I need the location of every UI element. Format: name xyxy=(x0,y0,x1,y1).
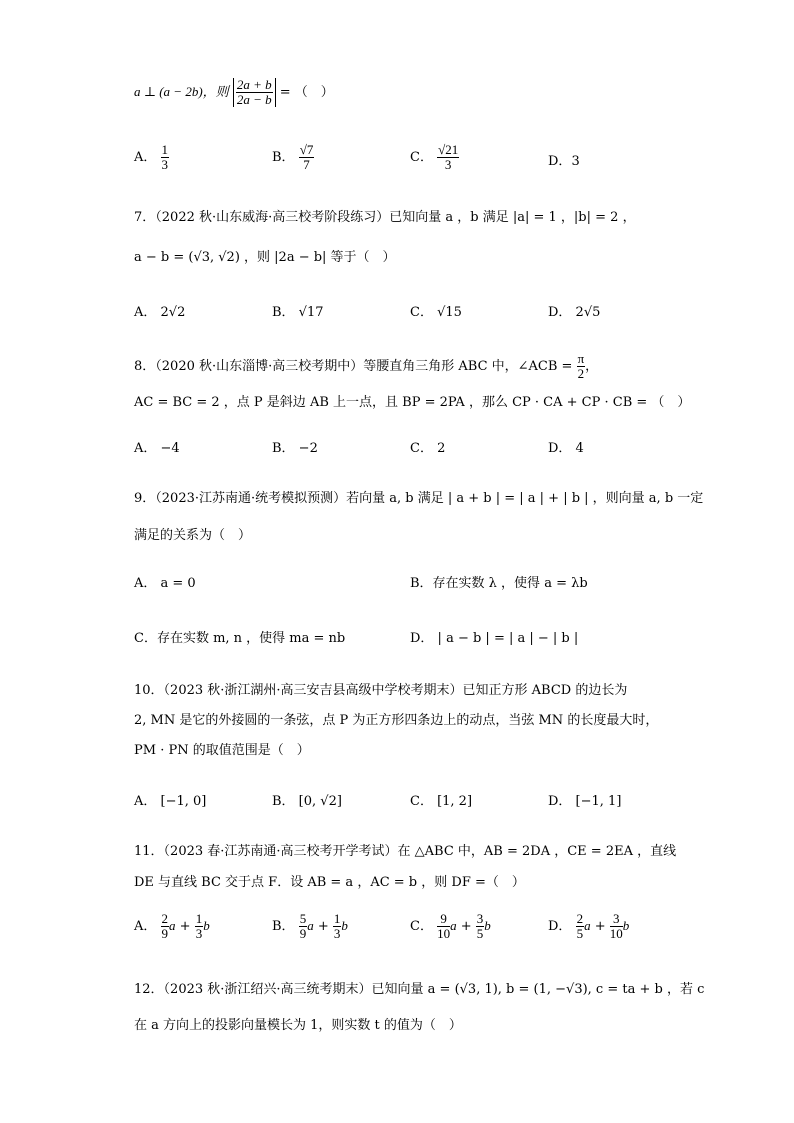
pi-over-2: $\frac{\pi}{2}$ xyxy=(577,351,585,381)
q11-option-a[interactable]: A． $\frac{2}{9}$ a + $\frac{1}{3}$ b xyxy=(134,911,210,941)
q7-option-d[interactable]: D． 2√5 xyxy=(548,305,601,320)
q10-option-d[interactable]: D． [−1, 1] xyxy=(548,794,622,809)
q10-option-c[interactable]: C． [1, 2] xyxy=(410,794,473,809)
q9-line-1: 9．（2023·江苏南通·统考模拟预测）若向量 a, b 满足 | a + b | = | a | + | b | ，则向量 a, b 一定 xyxy=(134,491,704,506)
q8-line-2: AC = BC = 2 ，点 P 是斜边 AB 上一点，且 BP = 2PA ，那么 CP · CA + CP · CB = （ ） xyxy=(134,395,691,410)
q10-option-a[interactable]: A． [−1, 0] xyxy=(134,794,207,809)
q7-line-1: 7．（2022 秋·山东威海·高三校考阶段练习）已知向量 a ，b 满足 |a| = 1 ，|b| = 2 ， xyxy=(134,210,636,225)
q8-option-a[interactable]: A． −4 xyxy=(134,441,180,456)
q10-option-b[interactable]: B． [0, √2] xyxy=(272,794,342,809)
q8-line-1: 8．（2020 秋·山东淄博·高三校考期中）等腰直角三角形 ABC 中，∠ACB = $\frac{\pi}{2}$ ， xyxy=(134,351,599,381)
q11-option-b[interactable]: B． $\frac{5}{9}$ a + $\frac{1}{3}$ b xyxy=(272,911,348,941)
q6-option-c[interactable]: C． $\frac{√21}{3}$ xyxy=(410,142,459,172)
q11-line-1: 11．（2023 春·江苏南通·高三校考开学考试）在 △ABC 中，AB = 2DA ，CE = 2EA ，直线 xyxy=(134,844,677,859)
q7-option-a[interactable]: A． 2√2 xyxy=(134,305,186,320)
q7-option-b[interactable]: B． √17 xyxy=(272,305,324,320)
q11-line-2: DE 与直线 BC 交于点 F．设 AB = a ，AC = b ，则 DF =（ ） xyxy=(134,875,525,890)
q9-line-2: 满足的关系为（ ） xyxy=(134,528,252,543)
q6-stem: a ⊥ (a − 2b)，则 $\frac{2a + b}{2a - b}$ = （ ） xyxy=(134,77,334,107)
q10-line-2: 2, MN 是它的外接圆的一条弦，点 P 为正方形四条边上的动点，当弦 MN 的长度最大时， xyxy=(134,713,659,728)
q11-option-c[interactable]: C． $\frac{9}{10}$ a + $\frac{3}{5}$ b xyxy=(410,911,491,941)
q12-line-2: 在 a 方向上的投影向量模长为 1，则实数 t 的值为（ ） xyxy=(134,1018,462,1033)
q6-option-d[interactable]: D．3 xyxy=(548,154,580,169)
q7-line-2: a − b = (√3, √2) ，则 |2a − b| 等于（ ） xyxy=(134,250,396,265)
q6-option-b[interactable]: B． $\frac{√7}{7}$ xyxy=(272,142,314,172)
q6-option-a[interactable]: A． $\frac{1}{3}$ xyxy=(134,142,169,172)
q10-line-3: PM · PN 的取值范围是（ ） xyxy=(134,743,310,758)
q9-option-b[interactable]: B．存在实数 λ ，使得 a = λb xyxy=(410,576,588,591)
q8-option-d[interactable]: D． 4 xyxy=(548,441,584,456)
q9-option-a[interactable]: A． a = 0 xyxy=(134,576,196,591)
q8-option-b[interactable]: B． −2 xyxy=(272,441,318,456)
q9-option-d[interactable]: D． | a − b | = | a | − | b | xyxy=(410,631,579,646)
q12-line-1: 12．（2023 秋·浙江绍兴·高三统考期末）已知向量 a = (√3, 1), b = (1, −√3), c = ta + b ，若 c xyxy=(134,982,705,997)
q11-option-d[interactable]: D． $\frac{2}{5}$ a + $\frac{3}{10}$ b xyxy=(548,911,630,941)
q6-abs-fraction: $\frac{2a + b}{2a - b}$ xyxy=(233,78,276,107)
q9-option-c[interactable]: C．存在实数 m, n ，使得 ma = nb xyxy=(134,631,346,646)
q10-line-1: 10．（2023 秋·浙江湖州·高三安吉县高级中学校考期末）已知正方形 ABCD 的边长为 xyxy=(134,683,628,698)
q7-option-c[interactable]: C． √15 xyxy=(410,305,462,320)
q8-option-c[interactable]: C． 2 xyxy=(410,441,446,456)
